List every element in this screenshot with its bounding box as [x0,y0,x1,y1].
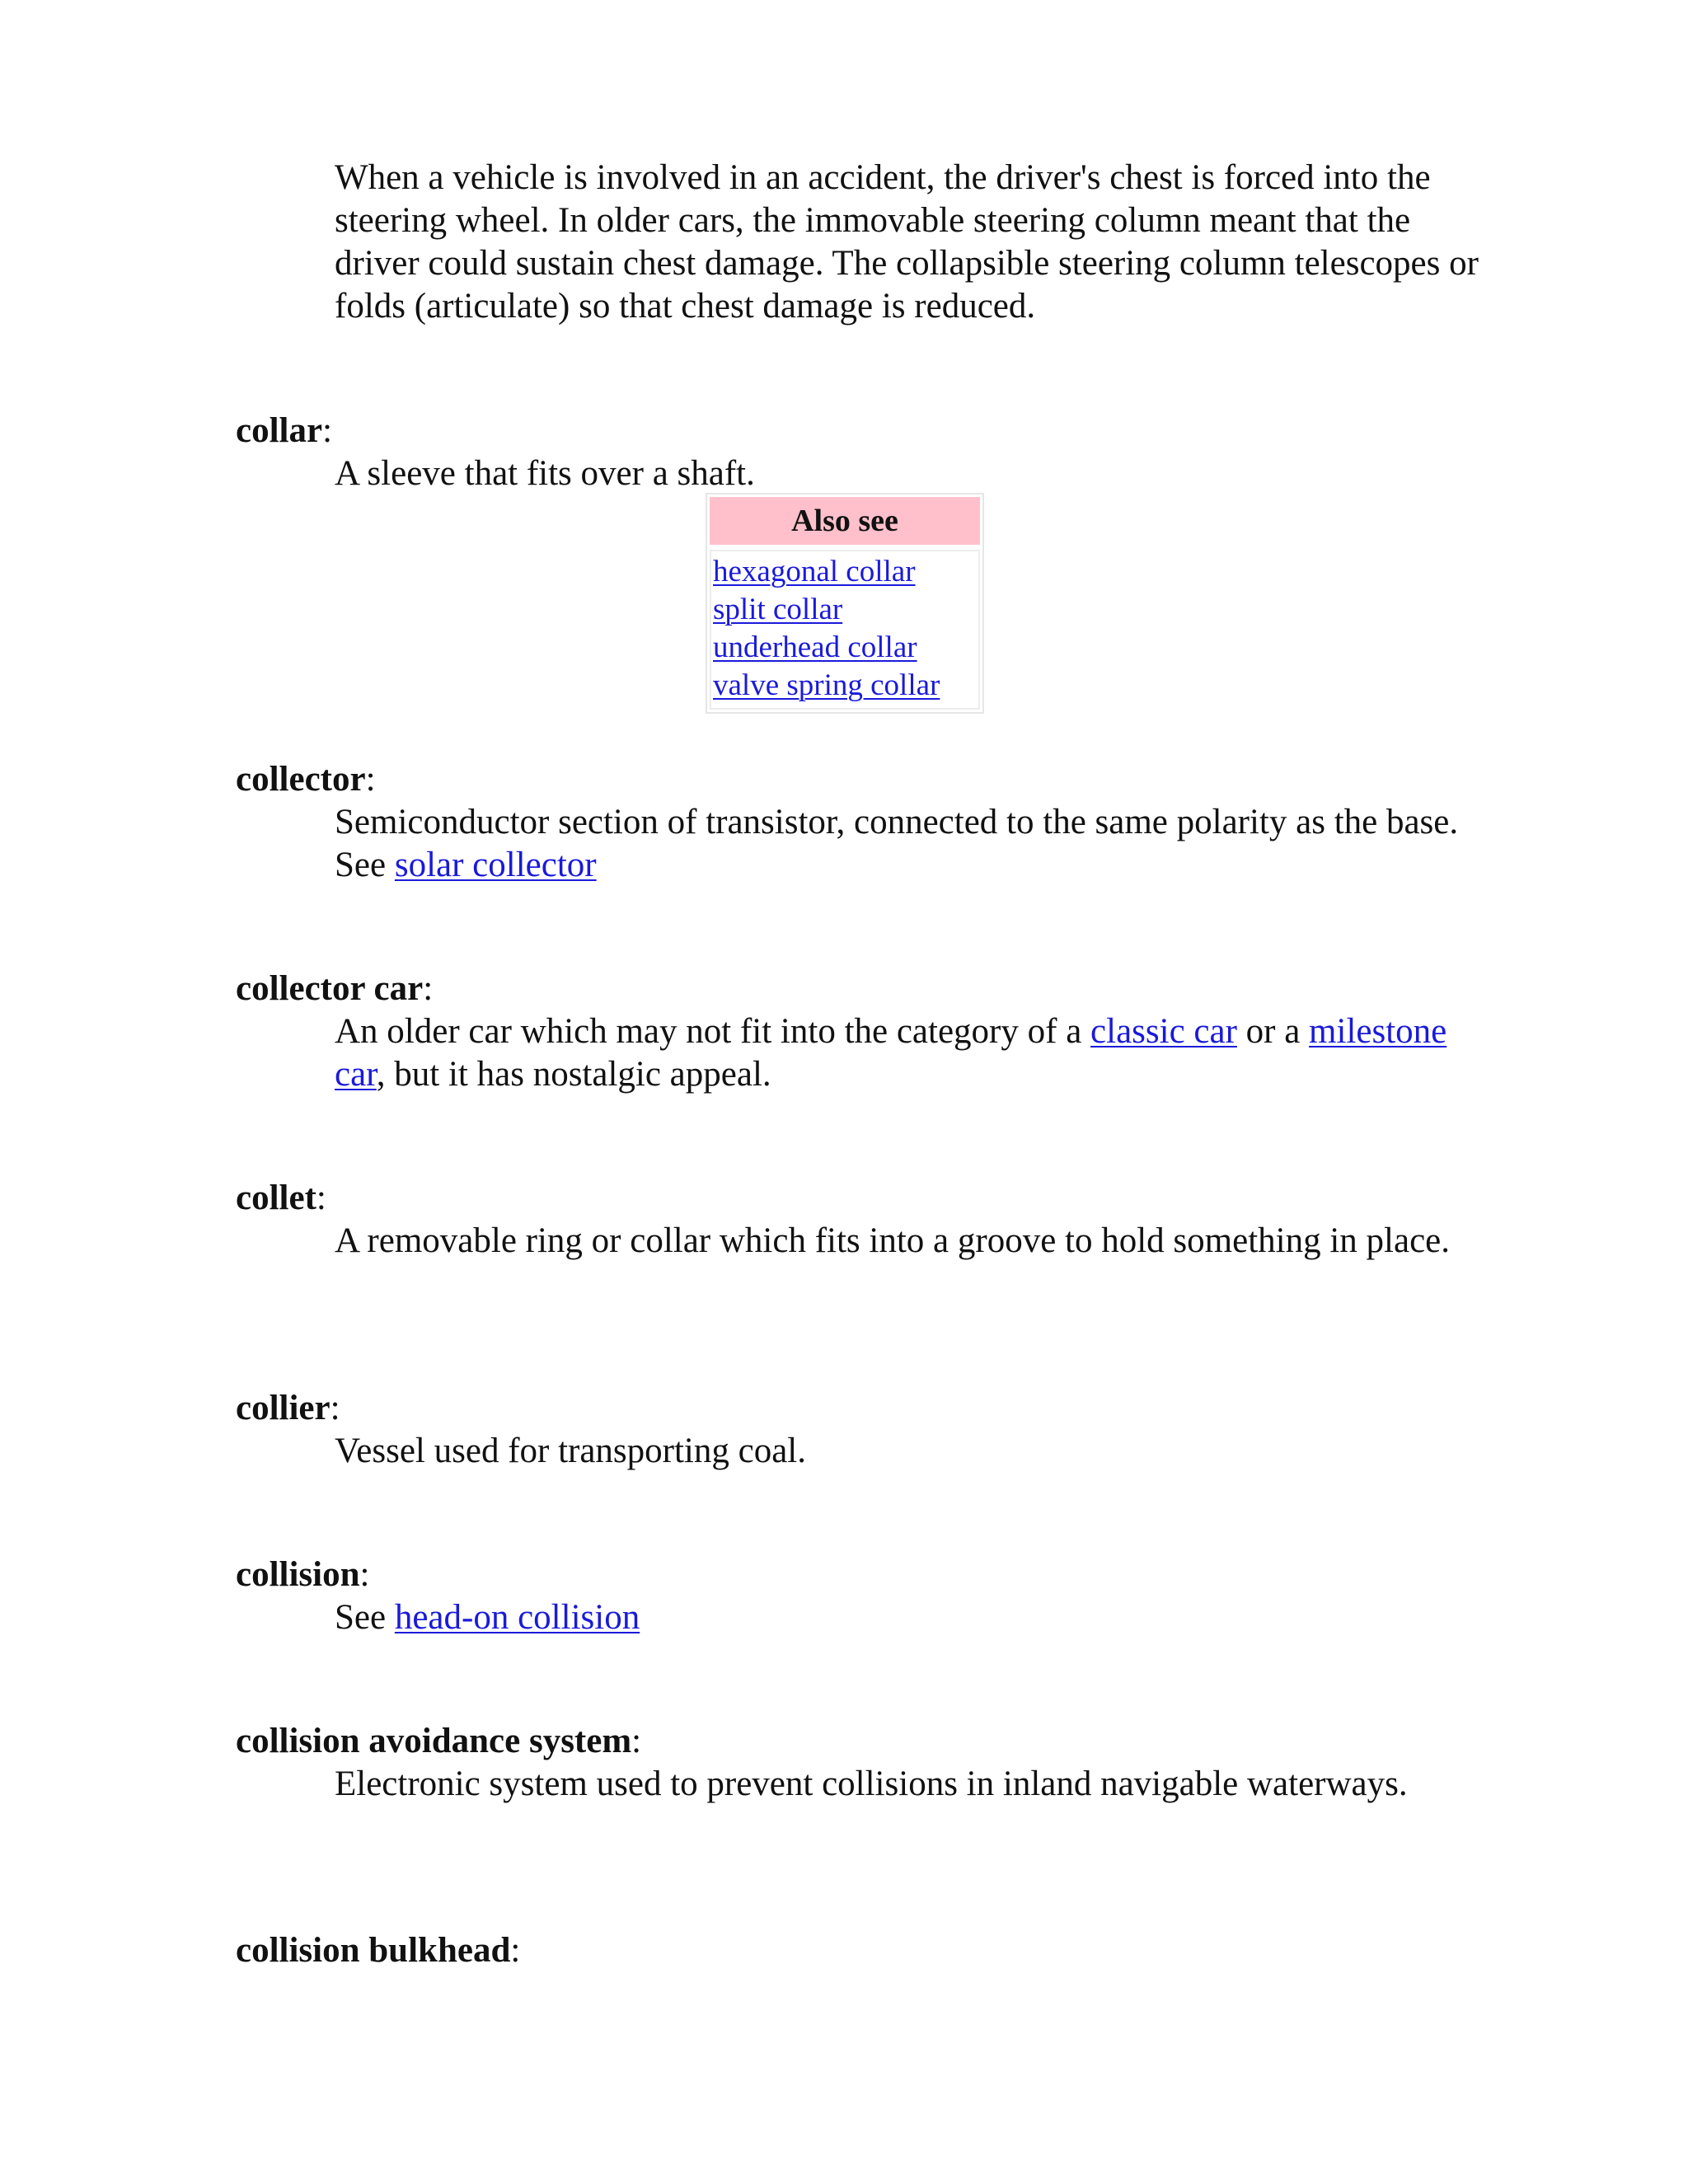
term-label: collar [236,411,323,450]
definition-collet: A removable ring or collar which fits into a groove to hold something in place. [335,1221,1450,1260]
link-classic-car[interactable]: classic car [1090,1012,1237,1051]
term-label: collision [236,1555,360,1594]
intro-definition: When a vehicle is involved in an accident, the driver's chest is forced into the steering wheel. In older cars, the immovable steering column meant that the driver could sustain chest damage. The collapsible steering column telescopes or folds (articulate) so that chest damage is reduced. [335,158,1479,326]
term-collision-bulkhead: collision bulkhead: [236,1931,521,1970]
link-solar-collector[interactable]: solar collector [394,846,597,884]
term-collar: collar: [236,411,333,450]
also-see-heading: Also see [710,497,980,545]
also-see-list [710,550,980,710]
link-split-collar[interactable]: split collar [713,593,843,626]
also-see-box [706,493,984,714]
term-collision: collision: [236,1555,370,1594]
definition-collier: Vessel used for transporting coal. [335,1432,806,1470]
definition-collector-car: An older car which may not fit into the category of a classic car or a milestone car, but it has nostalgic appeal. [335,1012,1447,1094]
term-label: collision avoidance system [236,1722,632,1760]
term-collector: collector: [236,760,376,799]
term-label: collector car [236,969,424,1008]
link-valve-spring-collar[interactable]: valve spring collar [713,668,940,702]
definition-collector: Semiconductor section of transistor, connected to the same polarity as the base. See solar collector [335,803,1459,884]
term-collet: collet: [236,1179,326,1217]
definition-collision-avoidance-system: Electronic system used to prevent collisions in inland navigable waterways. [335,1765,1408,1803]
term-label: collector [236,760,366,799]
link-hexagonal-collar[interactable]: hexagonal collar [713,555,916,588]
term-collision-avoidance-system: collision avoidance system: [236,1722,642,1760]
definition-collision: See head-on collision [335,1598,640,1637]
term-label: collet [236,1179,316,1217]
term-label: collier [236,1389,331,1427]
term-label: collision bulkhead [236,1931,511,1970]
link-milestone-car[interactable]: milestone car [335,1012,1447,1094]
term-collier: collier: [236,1389,340,1427]
term-collector-car: collector car: [236,969,434,1008]
link-underhead-collar[interactable]: underhead collar [713,630,917,664]
definition-collar: A sleeve that fits over a shaft. [335,454,755,493]
link-head-on-collision[interactable]: head-on collision [394,1598,640,1637]
